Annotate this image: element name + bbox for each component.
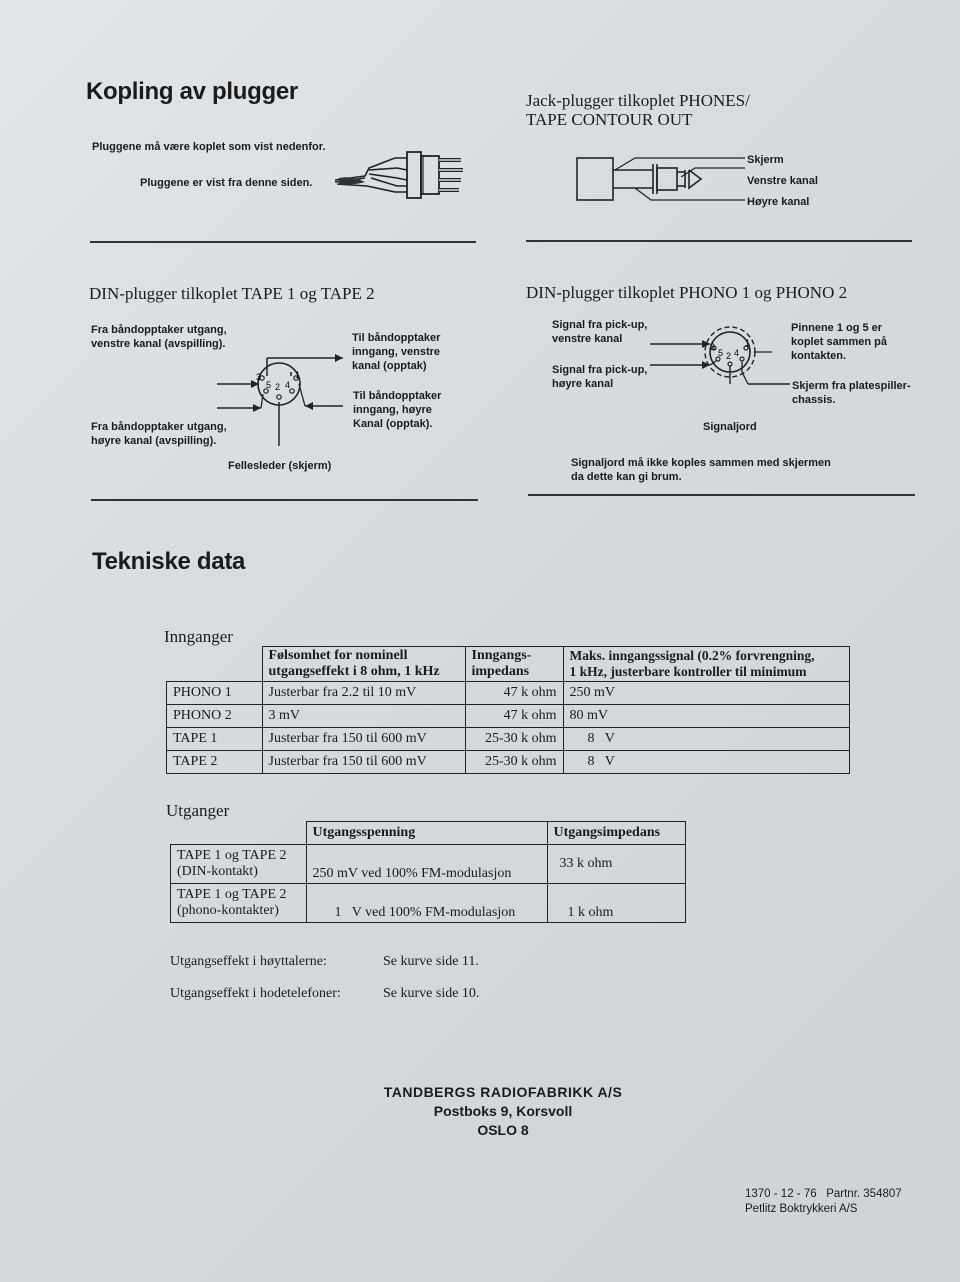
input-impedance: 25-30 k ohm (465, 728, 563, 751)
din-phono-pin-3: 3 (710, 342, 716, 352)
din-tape-l1b: venstre kanal (avspilling). (91, 338, 226, 350)
jack-plug-diagram (575, 150, 745, 205)
inputs-header-max (563, 647, 850, 682)
din-tape-pin-2: 2 (275, 382, 281, 392)
table-row (171, 845, 686, 884)
input-max: 8 V (563, 728, 850, 751)
output-name-b: (phono-kontakter) (177, 903, 279, 918)
din-tape-r2c: Kanal (opptak). (353, 418, 433, 430)
din-phono-label-right-top (791, 321, 887, 363)
inputs-header-col3a: Maks. inngangssignal (0.2% forvrengning, (569, 648, 815, 663)
output-name-b: (DIN-kontakt) (177, 864, 258, 879)
inputs-header-sensitivity (262, 647, 465, 682)
din-tape-label-right-top (352, 331, 440, 373)
divider-right-2 (528, 494, 915, 496)
din-tape-r1b: inngang, venstre (352, 346, 441, 358)
din-phono-note (571, 456, 831, 484)
input-impedance: 47 k ohm (465, 682, 563, 705)
outputs-table (170, 821, 686, 923)
plug-note-2: Pluggene er vist fra denne siden. (140, 177, 313, 189)
inputs-header-col1b: utgangseffekt i 8 ohm, 1 kHz (268, 664, 440, 679)
outputs-header-voltage: Utgangsspenning (306, 822, 547, 845)
jack-title (526, 91, 750, 129)
company-city: OSLO 8 (477, 1122, 529, 1138)
din-phono-pin-5: 5 (718, 348, 724, 358)
din-tape-label-left-top (91, 323, 227, 351)
divider-right-1 (526, 240, 912, 242)
din-tape-l2b: høyre kanal (avspilling). (91, 435, 217, 447)
din-plug-illustration (335, 148, 470, 200)
input-sensitivity: Justerbar fra 150 til 600 mV (262, 751, 465, 774)
din-phono-note-b: da dette kan gi brum. (571, 471, 682, 483)
din-phono-l1a: Signal fra pick-up, (552, 319, 648, 331)
speaker-output-label: Utgangseffekt i høyttalerne: (170, 954, 327, 969)
table-row (167, 705, 850, 728)
jack-label-hoyre: Høyre kanal (747, 196, 810, 208)
output-name (171, 845, 307, 884)
company-name: TANDBERGS RADIOFABRIKK A/S (383, 1084, 623, 1100)
din-phono-r2b: chassis. (792, 394, 836, 406)
printer-name: Petlitz Boktrykkeri A/S (745, 1203, 858, 1215)
speaker-output-value: Se kurve side 11. (383, 954, 479, 969)
input-max: 250 mV (563, 682, 850, 705)
input-name: TAPE 2 (167, 751, 263, 774)
input-name: PHONO 1 (167, 682, 263, 705)
inputs-header-row (167, 647, 850, 682)
output-name-a: TAPE 1 og TAPE 2 (177, 848, 287, 863)
din-tape-label-left-bottom (91, 420, 227, 448)
input-max: 8 V (563, 751, 850, 774)
din-tape-r2a: Til båndopptaker (353, 390, 442, 402)
divider-left-2 (91, 499, 478, 501)
output-impedance: 1 k ohm (547, 884, 686, 923)
plug-note-1: Pluggene må være koplet som vist nedenfor. (92, 141, 326, 153)
input-max: 80 mV (563, 705, 850, 728)
din-phono-label-right-bottom (792, 379, 911, 407)
print-code: 1370 - 12 - 76 (745, 1188, 817, 1200)
din-phono-l2a: Signal fra pick-up, (552, 364, 648, 376)
din-phono-l1b: venstre kanal (552, 333, 623, 345)
din-phono-pin-1: 1 (745, 338, 751, 348)
outputs-header-impedance: Utgangsimpedans (547, 822, 686, 845)
din-tape-pin-5: 5 (266, 380, 272, 390)
company-address: Postboks 9, Korsvoll (433, 1103, 573, 1119)
phones-output-label: Utgangseffekt i hodetelefoner: (170, 986, 341, 1001)
outputs-header-row (171, 822, 686, 845)
input-impedance: 47 k ohm (465, 705, 563, 728)
din-phono-r1c: kontakten. (791, 350, 847, 362)
din-phono-note-a: Signaljord må ikke koples sammen med skjermen (571, 457, 831, 469)
din-phono-title: DIN-plugger tilkoplet PHONO 1 og PHONO 2 (526, 283, 848, 302)
input-impedance: 25-30 k ohm (465, 751, 563, 774)
inputs-header-col2a: Inngangs- (471, 648, 532, 663)
inputs-header-blank (167, 647, 263, 682)
input-name: PHONO 2 (167, 705, 263, 728)
inputs-header-impedance (465, 647, 563, 682)
jack-title-line-2: TAPE CONTOUR OUT (526, 110, 693, 129)
din-phono-l2b: høyre kanal (552, 378, 614, 390)
din-phono-label-bottom: Signaljord (703, 421, 757, 433)
print-info (745, 1187, 902, 1217)
din-phono-connector-diagram (650, 322, 790, 412)
divider-left-1 (90, 241, 476, 243)
inputs-header-col3b: 1 kHz, justerbare kontroller til minimum (569, 664, 807, 679)
part-number: Partnr. 354807 (826, 1188, 902, 1200)
jack-labels (747, 150, 818, 213)
din-tape-connector-diagram (215, 340, 345, 450)
publisher-block (330, 1083, 676, 1140)
input-sensitivity: Justerbar fra 2.2 til 10 mV (262, 682, 465, 705)
din-tape-pin-4: 4 (285, 380, 291, 390)
output-name-a: TAPE 1 og TAPE 2 (177, 887, 287, 902)
din-tape-r1c: kanal (opptak) (352, 360, 427, 372)
outputs-title: Utganger (166, 801, 230, 820)
din-tape-l1a: Fra båndopptaker utgang, (91, 324, 227, 336)
inputs-title: Innganger (164, 627, 233, 646)
din-phono-label-left-bottom (552, 363, 647, 391)
output-voltage: 1 V ved 100% FM-modulasjon (306, 884, 547, 923)
output-name (171, 884, 307, 923)
din-tape-label-right-bottom (353, 389, 441, 431)
inputs-table (166, 646, 850, 774)
din-tape-r2b: inngang, høyre (353, 404, 432, 416)
input-name: TAPE 1 (167, 728, 263, 751)
din-phono-r2a: Skjerm fra platespiller- (792, 380, 911, 392)
din-tape-pin-3: 3 (256, 372, 262, 382)
table-row (167, 728, 850, 751)
din-tape-l2a: Fra båndopptaker utgang, (91, 421, 227, 433)
din-phono-pin-2: 2 (726, 351, 732, 361)
jack-title-line-1: Jack-plugger tilkoplet PHONES/ (526, 91, 750, 110)
table-row (171, 884, 686, 923)
din-tape-pin-1: 1 (295, 370, 301, 380)
din-phono-r1a: Pinnene 1 og 5 er (791, 322, 883, 334)
jack-label-venstre: Venstre kanal (747, 175, 818, 187)
table-row (167, 751, 850, 774)
inputs-header-col2b: impedans (471, 664, 530, 679)
inputs-header-col1a: Følsomhet for nominell (268, 648, 408, 663)
output-voltage: 250 mV ved 100% FM-modulasjon (306, 845, 547, 884)
input-sensitivity: 3 mV (262, 705, 465, 728)
din-phono-r1b: koplet sammen på (791, 336, 887, 348)
section-title-tekniske-data: Tekniske data (92, 548, 246, 575)
outputs-header-blank (171, 822, 307, 845)
din-phono-label-left-top (552, 318, 647, 346)
jack-label-skjerm: Skjerm (747, 154, 784, 166)
table-row (167, 682, 850, 705)
output-impedance: 33 k ohm (547, 845, 686, 884)
din-phono-pin-4: 4 (734, 348, 740, 358)
phones-output-value: Se kurve side 10. (383, 986, 480, 1001)
din-tape-r1a: Til båndopptaker (352, 332, 441, 344)
input-sensitivity: Justerbar fra 150 til 600 mV (262, 728, 465, 751)
section-title-kopling: Kopling av plugger (86, 78, 298, 105)
din-tape-label-bottom: Fellesleder (skjerm) (228, 460, 332, 472)
din-tape-title: DIN-plugger tilkoplet TAPE 1 og TAPE 2 (89, 284, 375, 303)
